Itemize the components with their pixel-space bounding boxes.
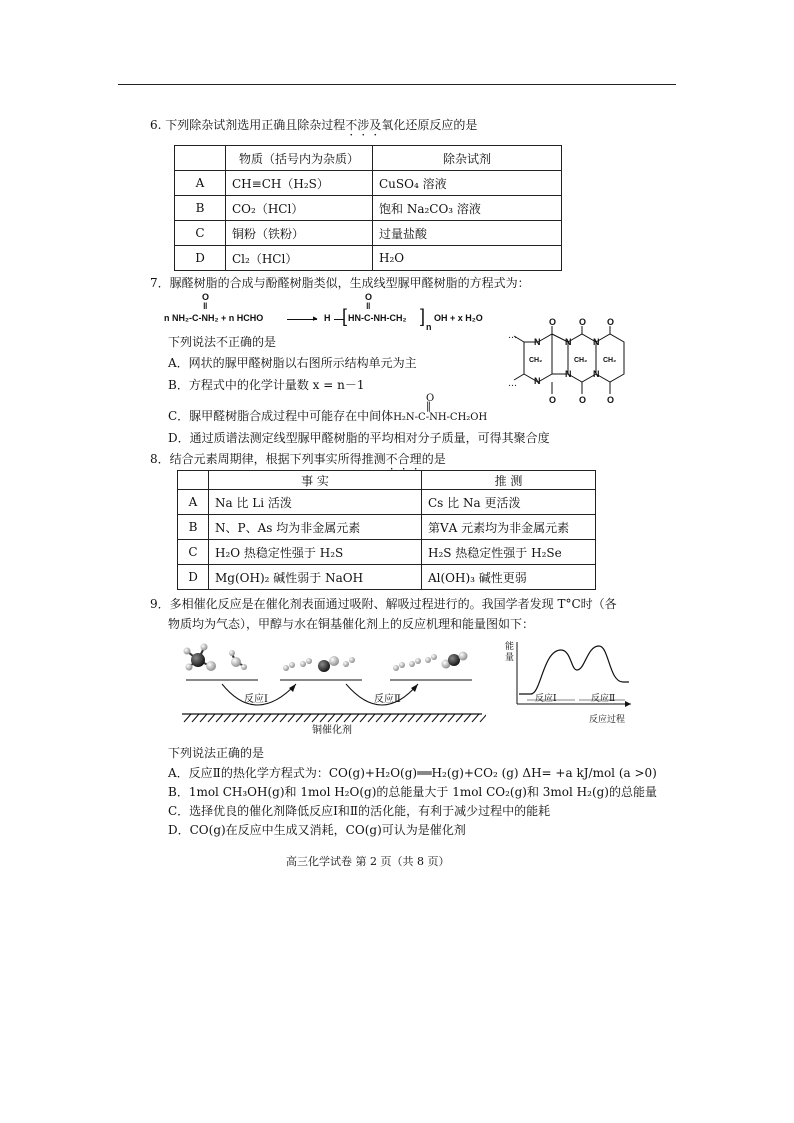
q8-table [177,470,596,590]
q9-option-c: C．选择优良的催化剂降低反应Ⅰ和Ⅱ的活化能，有利于减少过程中的能耗 [168,804,551,818]
water-molecule [229,650,247,670]
q7-option-c: C．脲甲醛树脂合成过程中可能存在中间体H₂N-C-NH-CH₂OH [168,409,488,423]
q9-stem-line2: 物质均为气态），甲醇与水在铜基催化剂上的反应机理和能量图如下： [168,617,535,631]
table-row: D Mg(OH)₂ 碱性弱于 NaOH Al(OH)₃ 碱性更弱 [178,565,596,590]
table-row: A Na 比 Li 活泼 Cs 比 Na 更活泼 [178,490,596,515]
hatch-mark [464,714,471,722]
atom-o: O [579,318,587,327]
hatch-mark [216,714,223,722]
intermediate-carbonyl: O ‖ [426,393,435,412]
q9-option-b: B．1mol CH₃OH(g)和 1mol H₂O(g)的总能量大于 1mol CO₂(g)和 3mol H₂(g)的总能量 [168,785,657,799]
hatch-mark [344,714,351,722]
q9-stem-line1: 9．多相催化反应是在催化剂表面通过吸附、解吸过程进行的。我国学者发现 T°C时（各 [150,597,617,611]
atom-n: N [565,369,572,379]
hatch-mark [288,714,295,722]
top-rule [118,84,676,85]
hatch-mark [264,714,271,722]
hatch-mark [200,714,207,722]
q7-stem: 7．脲醛树脂的合成与酚醛树脂类似，生成线型脲甲醛树脂的方程式为： [150,276,530,290]
q7-option-b: B．方程式中的化学计量数 x = n－1 [168,378,365,392]
table-row: 物质（括号内为杂质） 除杂试剂 [175,146,562,171]
ch2-group: CH₂ [529,357,543,364]
hatch-mark [232,714,239,722]
hatch-mark [456,714,463,722]
methanol-molecule [184,644,217,672]
q9-option-a: A．反应Ⅱ的热化学方程式为：CO(g)+H₂O(g)══H₂(g)+CO₂ (g) ΔH= +a kJ/mol (a >0) [168,766,657,780]
atom-o: O [607,318,615,327]
page-footer: 高三化学试卷 第 2 页（共 8 页） [286,855,450,868]
hatch-mark [280,714,287,722]
h2-co-products [283,656,355,672]
q9-energy-diagram [505,638,635,728]
q6-table [174,145,562,271]
hatch-mark [256,714,263,722]
hatch-mark [480,714,486,722]
table-row: D Cl₂（HCl） H₂O [175,246,562,271]
hatch-mark [448,714,455,722]
hatch-mark [360,714,367,722]
reaction-i-label: 反应Ⅰ [244,694,268,705]
hatch-mark [400,714,407,722]
hatch-mark [272,714,279,722]
hatch-mark [472,714,479,722]
hatch-mark [352,714,359,722]
table-row: B N、P、As 均为非金属元素 第ⅤA 元素均为非金属元素 [178,515,596,540]
hatch-mark [184,714,191,722]
svg-text:…: … [508,331,517,341]
atom-n: N [534,337,541,347]
h2-co2-products [393,652,468,672]
table-row: C H₂O 热稳定性强于 H₂S H₂S 热稳定性强于 H₂Se [178,540,596,565]
reaction-ii-label: 反应Ⅱ [374,694,401,705]
hatch-mark [312,714,319,722]
atom-n: N [593,369,600,379]
ch2-group: CH₂ [603,357,617,364]
hatch-mark [368,714,375,722]
hatch-mark [432,714,439,722]
hatch-mark [416,714,423,722]
atom-o: O [607,395,615,405]
atom-o: O [549,395,557,405]
hatch-mark [320,714,327,722]
q9-prompt: 下列说法正确的是 [168,746,265,760]
hatch-mark [248,714,255,722]
hatch-mark [336,714,343,722]
hatch-mark [296,714,303,722]
hatch-mark [392,714,399,722]
catalyst-label: 铜催化剂 [312,725,352,736]
q9-mechanism-diagram [176,638,486,738]
ch2-group: CH₂ [574,357,588,364]
hatch-mark [376,714,383,722]
table-row: C 铜粉（铁粉） 过量盐酸 [175,221,562,246]
hatch-mark [208,714,215,722]
hatch-mark [328,714,335,722]
table-row: B CO₂（HCl） 饱和 Na₂CO₃ 溶液 [175,196,562,221]
hatch-mark [440,714,447,722]
q7-prompt: 下列说法不正确的是 [168,335,277,349]
hatch-mark [240,714,247,722]
energy-curve [519,646,629,694]
atom-n: N [565,337,572,347]
hatch-mark [424,714,431,722]
atom-o: O [549,318,557,327]
hatch-mark [384,714,391,722]
atom-o: O [579,395,587,405]
reaction-i-range: 反应Ⅰ [535,694,557,704]
table-row: 事 实 推 测 [178,471,596,490]
q7-option-d: D．通过质谱法测定线型脲甲醛树脂的平均相对分子质量，可得其聚合度 [168,431,550,445]
q7-equation: O ‖ n NH₂-C-NH₂ + n HCHO ▸ H [ O ‖ HN-C-NH-CH₂ ] n OH + x H₂O [164,292,483,332]
q7-option-a: A．网状的脲甲醛树脂以右图所示结构单元为主 [168,356,417,370]
process-label: 反应过程 [589,715,626,725]
atom-n: N [593,337,600,347]
reaction-ii-range: 反应Ⅱ [591,694,616,704]
hatch-mark [304,714,311,722]
table-row: A CH≡CH（H₂S） CuSO₄ 溶液 [175,171,562,196]
hatch-mark [224,714,231,722]
q8-stem: 8．结合元素周期律，根据下列事实所得推测不合理的是 [150,452,446,466]
q6-stem: 6. 下列除杂试剂选用正确且除杂过程不涉及氧化还原反应的是 [150,118,478,132]
q9-option-d: D．CO(g)在反应中生成又消耗，CO(g)可认为是催化剂 [168,823,466,837]
atom-n: N [534,376,541,386]
hatch-mark [408,714,415,722]
energy-label: 能量 [505,642,515,663]
q7-network-structure [508,318,630,406]
svg-text:…: … [508,379,517,389]
hatch-mark [192,714,199,722]
